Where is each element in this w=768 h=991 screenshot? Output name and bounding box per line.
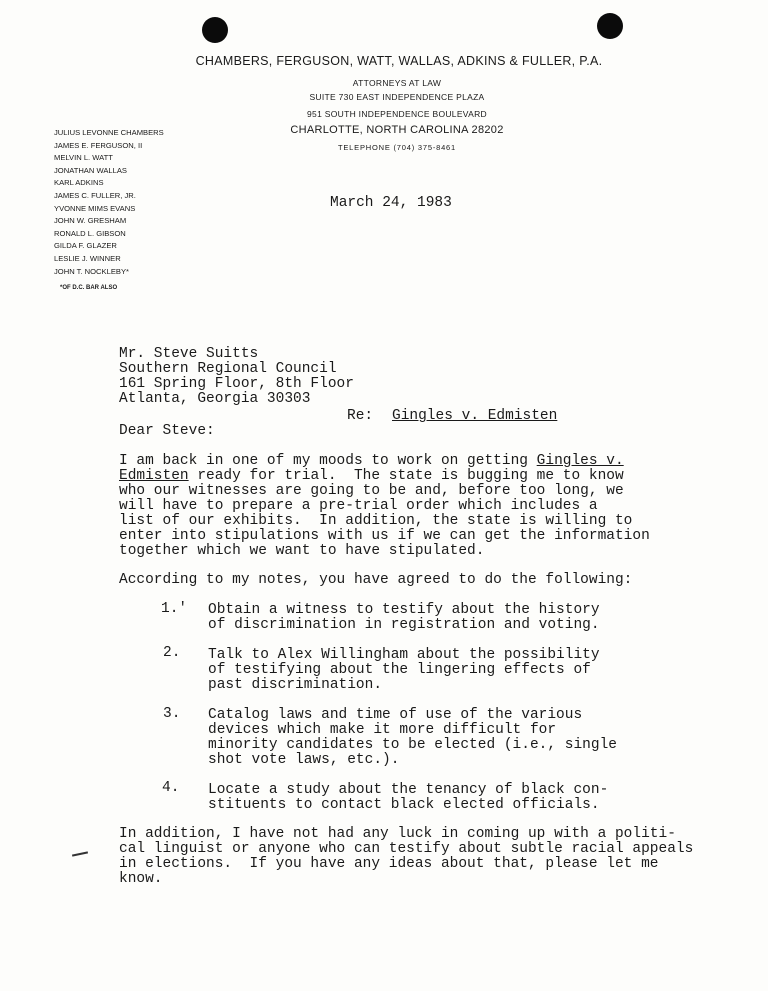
firm-telephone: TELEPHONE (704) 375-8461 [338,143,456,152]
item-line: Talk to Alex Willingham about the possibility [208,647,600,663]
item-line: Obtain a witness to testify about the history [208,602,600,618]
case-name: Edmisten [119,468,189,484]
partner-name: MELVIN L. WATT [54,153,113,163]
paragraph-line: together which we want to have stipulated. [119,543,485,559]
item-number: 2. [163,645,181,661]
item-number: 3. [163,706,181,722]
item-line: Catalog laws and time of use of the various [208,707,583,723]
item-line: Locate a study about the tenancy of black con- [208,782,609,798]
paragraph-line: list of our exhibits. In addition, the state is willing to [119,513,633,529]
partner-name: JAMES E. FERGUSON, II [54,140,143,150]
para-text: I am back in one of my moods to work on getting [119,453,537,469]
item-number: 1.' [161,601,188,617]
partner-name: RONALD L. GIBSON [54,228,126,238]
salutation: Dear Steve: [119,423,215,439]
partner-name: LESLIE J. WINNER [54,253,121,263]
item-line: of testifying about the lingering effects of [208,662,591,678]
item-line: shot vote laws, etc.). [208,752,400,768]
paragraph-line: will have to prepare a pre-trial order which includes a [119,498,598,514]
item-line: of discrimination in registration and voting. [208,617,600,633]
partner-name: GILDA F. GLAZER [54,241,117,251]
address-line: 161 Spring Floor, 8th Floor [119,376,354,392]
paragraph-line: cal linguist or anyone who can testify about subtle racial appeals [119,841,694,857]
partner-name: JONATHAN WALLAS [54,165,127,175]
partner-name: JOHN T. NOCKLEBY* [54,266,129,276]
item-line: stituents to contact black elected officials. [208,797,600,813]
firm-city: CHARLOTTE, NORTH CAROLINA 28202 [290,124,504,136]
partner-name: JOHN W. GRESHAM [54,216,127,226]
partner-name: JULIUS LEVONNE CHAMBERS [54,128,164,137]
paragraph-line: know. [119,871,163,887]
punch-hole-left [202,17,228,43]
punch-hole-right [597,13,623,39]
partner-name: YVONNE MIMS EVANS [54,203,136,213]
item-number: 4. [162,780,180,796]
paragraph-line: In addition, I have not had any luck in coming up with a politi- [119,826,676,842]
paragraph-line: enter into stipulations with us if we can get the information [119,528,650,544]
bar-note: *OF D.C. BAR ALSO [60,285,118,291]
paragraph-line [119,469,624,484]
re-label: Re: [347,408,374,424]
para-text: ready for trial. The state is bugging me to know [188,468,624,484]
firm-name: CHAMBERS, FERGUSON, WATT, WALLAS, ADKINS & FULLER, P.A. [195,54,603,68]
item-line: minority candidates to be elected (i.e., single [208,737,617,753]
item-line: devices which make it more difficult for [208,722,557,738]
firm-suite: SUITE 730 EAST INDEPENDENCE PLAZA [309,92,485,102]
paragraph-line: in elections. If you have any ideas about that, please let me [119,856,659,872]
address-line: Mr. Steve Suitts [119,346,259,362]
letter-date: March 24, 1983 [330,195,452,211]
case-name: Gingles v. [536,453,624,469]
address-line: Southern Regional Council [119,361,337,377]
address-line: Atlanta, Georgia 30303 [119,391,311,407]
re-case: Gingles v. Edmisten [392,408,558,424]
partner-list [54,127,164,278]
paragraph-line [119,454,624,469]
item-line: past discrimination. [208,677,383,693]
list-intro: According to my notes, you have agreed to do the following: [119,572,633,588]
pen-mark [72,851,88,856]
partner-name: JAMES C. FULLER, JR. [54,190,136,200]
attorneys-at-law: ATTORNEYS AT LAW [352,78,442,88]
firm-boulevard: 951 SOUTH INDEPENDENCE BOULEVARD [307,109,487,119]
partner-name: KARL ADKINS [54,178,104,188]
paragraph-line: who our witnesses are going to be and, before too long, we [119,483,624,499]
